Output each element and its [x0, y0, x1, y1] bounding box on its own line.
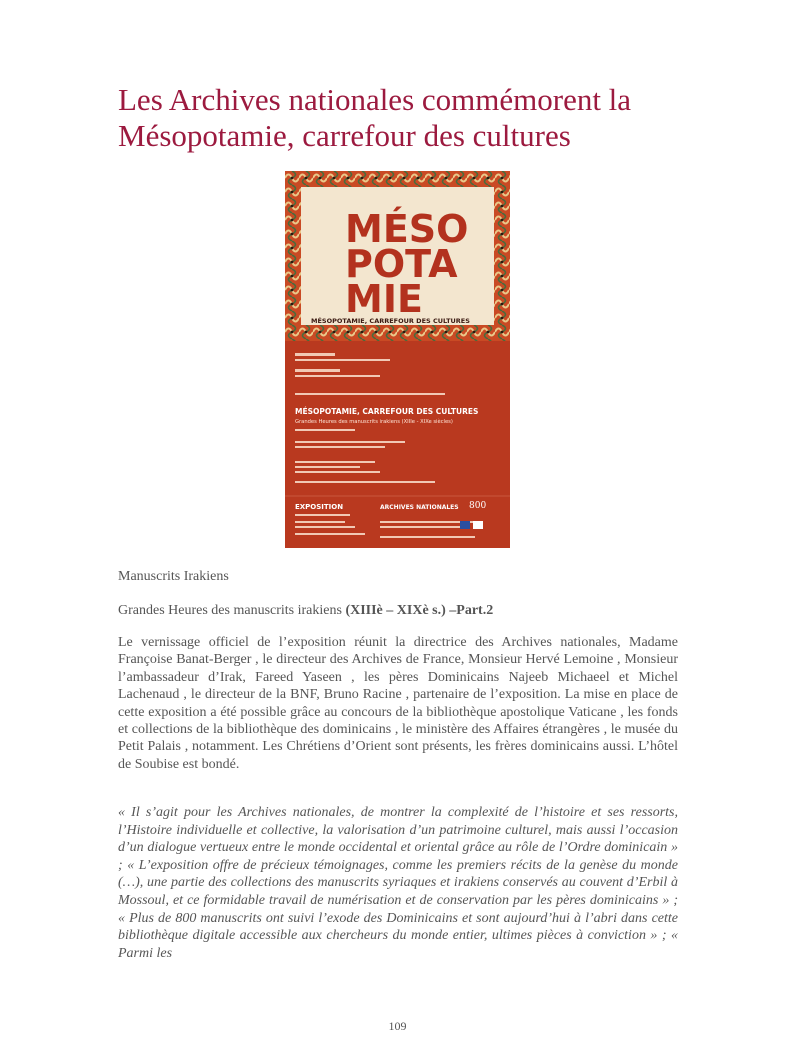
- poster-anniversary: 800: [469, 501, 487, 511]
- quote-paragraph: « Il s’agit pour les Archives nationales, de montrer la complexité de l’histoire et ses ressorts, l’Histoire individuelle et collective, la valorisation d’un patrimoine culturel, mais aussi l’occasion d’un dialogue vertueux entre le monde occidental et oriental grâce au rôle de l’Ordre dominicain » ; « L’exposition offre de précieux témoignages, comme les premiers récits de la genèse du monde (…), une partie des collections des manuscrits syriaques et irakiens conservés au couvent d’Erbil à Mossoul, et ce formidable travail de numérisation et de conservation par les pères dominicains » ; « Plus de 800 manuscrits ont suivi l’exode des Dominicains et sont aujourd’hui à l’abri dans cette bibliothèque digitale accessible aux chercheurs du monde entier, ultimes pièces à conviction » ; « Parmi les: [118, 805, 678, 961]
- poster-frame-caption: MÉSOPOTAMIE, CARREFOUR DES CULTURES: [311, 317, 470, 325]
- page-number: 109: [388, 1019, 407, 1033]
- exhibition-poster: [285, 171, 510, 548]
- poster-graphic: [285, 171, 510, 548]
- poster-subhead: Grandes Heures des manuscrits irakiens (XIIIe - XIXe siècles): [295, 419, 453, 425]
- poster-headline: MÉSOPOTAMIE, CARREFOUR DES CULTURES: [295, 407, 479, 416]
- image-caption: Manuscrits Irakiens: [118, 569, 229, 584]
- subtitle-plain: Grandes Heures des manuscrits irakiens: [118, 603, 346, 618]
- poster-expo-label: EXPOSITION: [295, 503, 344, 511]
- poster-archives-logo: ARCHIVES NATIONALES: [380, 504, 459, 511]
- poster-big-1: MÉSO: [345, 207, 469, 251]
- article-subtitle: [118, 603, 493, 619]
- poster-big-2: POTA: [345, 242, 458, 286]
- article-title: Les Archives nationales commémorent la Mésopotamie, carrefour des cultures: [118, 82, 632, 153]
- subtitle-bold: (XIIIè – XIXè s.) –Part.2: [345, 603, 494, 618]
- poster-big-3: MIE: [345, 277, 423, 321]
- body-paragraph-1: Le vernissage officiel de l’exposition réunit la directrice des Archives nationales, Madame Françoise Banat-Berger , le directeur des Archives de France, Monsieur Hervé Lemoine , Monsieur l’ambassadeur d’Irak, Fareed Yaseen , les pères Dominicains Najeeb Michaeel et Michel Lachenaud , le directeur de la BNF, Bruno Racine , partenaire de l’exposition. La mise en place de cette exposition a été possible grâce au concours de la bibliothèque apostolique Vaticane , les fonds et collections de la bibliothèque des dominicains , le ministère des Affaires étrangères , le musée du Petit Palais , notamment. Les Chrétiens d’Orient sont présents, les frères dominicains aussi. L’hôtel de Soubise est bondé.: [118, 635, 678, 772]
